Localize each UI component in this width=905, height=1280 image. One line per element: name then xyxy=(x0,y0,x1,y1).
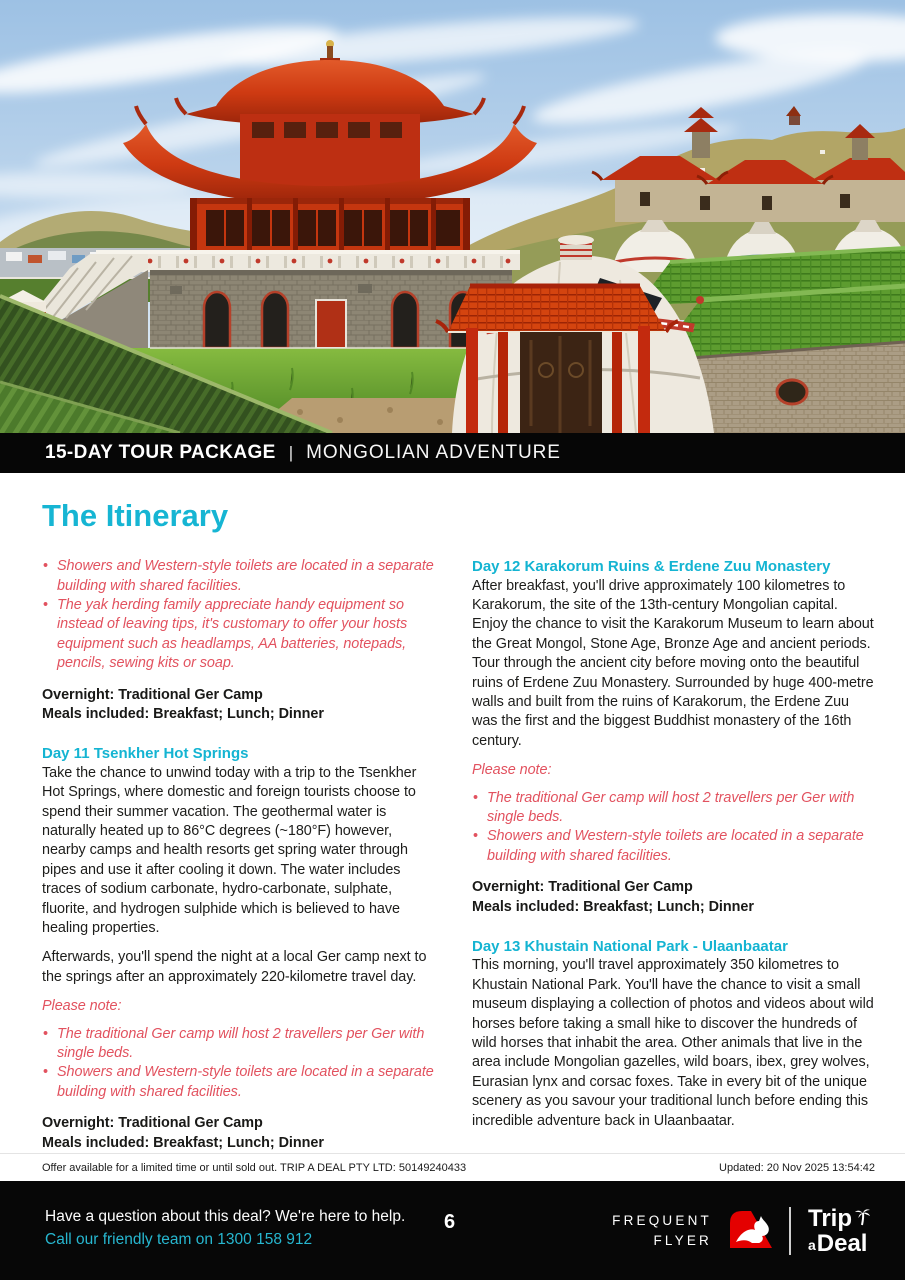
page-number: 6 xyxy=(444,1211,456,1233)
itinerary-content xyxy=(0,473,905,1153)
tour-package-banner xyxy=(0,433,905,473)
tripadeal-trip-text: Trip xyxy=(807,1204,852,1232)
please-note-label: Please note: xyxy=(42,998,122,1015)
note-item: • The traditional Ger camp will host 2 travellers per Ger with single beds. xyxy=(472,789,875,828)
tour-name-label: MONGOLIAN ADVENTURE xyxy=(306,442,561,463)
meals-line: Meals included: Breakfast; Lunch; Dinner xyxy=(42,1134,324,1151)
updated-timestamp: Updated: 20 Nov 2025 13:54:42 xyxy=(719,1161,875,1174)
footer-help-block xyxy=(45,1208,405,1249)
footer-phone-link[interactable]: Call our friendly team on 1300 158 912 xyxy=(45,1231,313,1248)
frequent-flyer-logo xyxy=(612,1211,712,1250)
day-13-heading: Day 13 Khustain National Park - Ulaanbaatar xyxy=(472,938,788,955)
day-12-paragraph: After breakfast, you'll drive approximately 100 kilometres to Karakorum, the site of the 13th-century Mongolian capital. Enjoy the chance to visit the Karakorum Museum to learn about the Great Mongol, Stone Age, Bronze Age and ancient periods. Tour through the ancient city before moving onto the beautiful ruins of Erdene Zuu Monastery. Surrounded by huge 400-metre walls and built from the ruins of Karakorum, the Erdene Zuu was the first and the biggest Buddhist monastery of the 16th century. xyxy=(472,577,874,749)
note-item: • Showers and Western-style toilets are located in a separate building with shared facilities. xyxy=(42,1063,434,1102)
footer xyxy=(0,1181,905,1280)
please-note-label: Please note: xyxy=(472,762,552,779)
note-item: • The traditional Ger camp will host 2 travellers per Ger with single beds. xyxy=(42,1025,434,1064)
tripadeal-logo xyxy=(807,1204,877,1257)
right-column xyxy=(472,557,875,1153)
frequent-flyer-line2: FLYER xyxy=(653,1233,712,1248)
palm-tree-icon xyxy=(854,1207,871,1231)
day-12-heading: Day 12 Karakorum Ruins & Erdene Zuu Monastery xyxy=(472,558,831,576)
note-item: • Showers and Western-style toilets are located in a separate building with shared facilities. xyxy=(472,827,875,866)
footer-logos xyxy=(612,1203,877,1259)
note-item: • The yak herding family appreciate handy equipment so instead of leaving tips, it's customary to offer your hosts equipment such as headlamps, AA batteries, notepads, pencils, sewing kits or soap. xyxy=(42,596,434,674)
overnight-line: Overnight: Traditional Ger Camp xyxy=(42,1115,263,1132)
offer-terms-text: Offer available for a limited time or until sold out. TRIP A DEAL PTY LTD: 50149240433 xyxy=(42,1161,467,1174)
day-11-heading: Day 11 Tsenkher Hot Springs xyxy=(42,745,249,763)
qantas-kangaroo-icon xyxy=(726,1208,772,1255)
hero-photo-mongolian-temple xyxy=(0,0,905,433)
logo-divider xyxy=(789,1207,791,1255)
day-11-note-list xyxy=(42,1025,434,1103)
day-12-note-list xyxy=(472,789,875,867)
note-item: • Showers and Western-style toilets are located in a separate building with shared facilities. xyxy=(42,557,434,596)
banner-separator: | xyxy=(288,443,294,462)
tripadeal-a-text: a xyxy=(807,1236,816,1253)
page-title: The Itinerary xyxy=(42,498,229,533)
fine-print-bar xyxy=(0,1153,905,1181)
day-11-paragraph-2: Afterwards, you'll spend the night at a local Ger camp next to the springs after an approximately 220-kilometre travel day. xyxy=(42,949,427,985)
tripadeal-deal-text: Deal xyxy=(816,1229,868,1257)
hero-photo-illustration xyxy=(0,0,905,433)
footer-question-text: Have a question about this deal? We're here to help. xyxy=(45,1208,406,1225)
overnight-line: Overnight: Traditional Ger Camp xyxy=(42,686,263,703)
tour-package-label: 15-DAY TOUR PACKAGE xyxy=(45,442,276,463)
left-column xyxy=(42,557,434,1153)
frequent-flyer-line1: FREQUENT xyxy=(612,1213,712,1229)
meals-line: Meals included: Breakfast; Lunch; Dinner xyxy=(472,898,754,915)
meals-line: Meals included: Breakfast; Lunch; Dinner xyxy=(42,705,324,722)
intro-note-list xyxy=(42,557,434,673)
day-11-paragraph: Take the chance to unwind today with a trip to the Tsenkher Hot Springs, where domestic and foreign tourists choose to spend their summer vacation. The geothermal water is naturally heated up to 86°C degrees (~180°F) however, nearby camps and health resorts get spring water through pipes and use it after cooling it down. The water includes traces of sodium carbonate, hydro-carbonate, sulphate, fluorite, and hydrogen sulphide which is believed to have healing properties. xyxy=(42,764,417,936)
overnight-line: Overnight: Traditional Ger Camp xyxy=(472,879,693,896)
day-13-paragraph: This morning, you'll travel approximately 350 kilometres to Khustain National Park. You'll have the chance to visit a small museum displaying a collection of photos and videos about wild horses before taking a small hike to discover the hundreds of wild horses that inhabit the area. Other animals that live in the area include Mongolian gazelles, wild boars, ibex, grey wolves, Eurasian lynx and corsac foxes. Take in every bit of the unique scenery as you savour your traditional lunch before ending this incredible adventure back in Ulaanbaatar. xyxy=(472,957,874,1129)
